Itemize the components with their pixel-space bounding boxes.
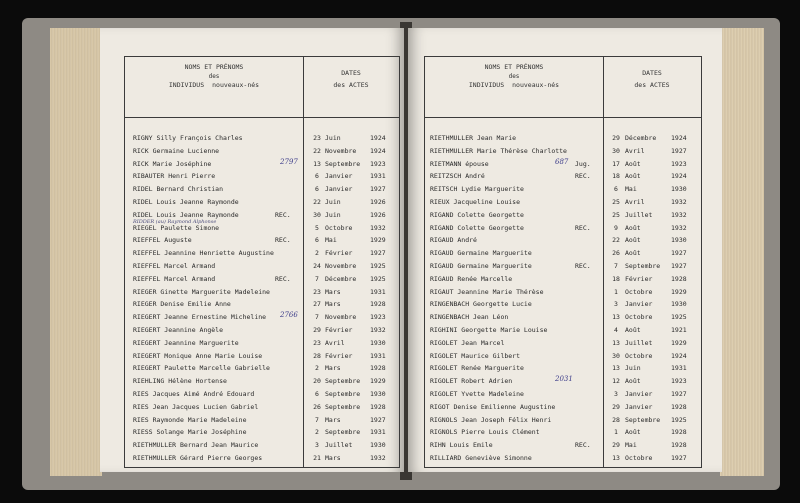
row-year: 1925 — [370, 274, 386, 283]
row-name: RIHN Louis Emile — [430, 441, 493, 450]
dates-des: des ACTES — [634, 81, 670, 89]
row-name: RICK Marie Joséphine — [133, 159, 212, 168]
left-register-table — [124, 56, 400, 468]
row-month: Juillet — [625, 210, 653, 219]
row-year: 1929 — [671, 287, 687, 296]
row-day: 29 — [612, 441, 620, 450]
row-year: 1930 — [671, 185, 687, 194]
row-month: Août — [625, 428, 641, 437]
row-name: RIGNOLS Pierre Louis Clément — [430, 428, 540, 437]
row-year: 1928 — [671, 428, 687, 437]
row-name: RIEFFEL Jeannine Henriette Augustine — [133, 249, 274, 258]
row-year: 1928 — [671, 274, 687, 283]
row-year: 1928 — [370, 364, 386, 373]
row-month: Décembre — [625, 134, 657, 142]
row-month: Août — [625, 223, 641, 232]
row-name: RIETHMULLER Marie Thérèse Charlotte — [430, 146, 567, 155]
row-month: Mai — [625, 185, 637, 194]
row-name: RIGAUD Germaine Marguerite — [430, 249, 532, 258]
row-name: RIGOLET Jean Marcel — [430, 338, 505, 347]
right-page-edges — [720, 28, 764, 476]
row-name: RIEFFEL Auguste — [133, 236, 192, 245]
row-year: 1925 — [671, 415, 687, 424]
row-day: 30 — [612, 351, 620, 360]
row-day: 22 — [612, 236, 620, 245]
row-day: 18 — [612, 172, 620, 181]
row-day: 23 — [313, 134, 321, 142]
individus-label: INDIVIDUS — [468, 81, 505, 89]
row-rec: REC. — [575, 262, 591, 270]
row-day: 2 — [315, 428, 319, 437]
handwritten-note: 687 — [555, 157, 569, 166]
nouveaux-nes-label: nouveaux-nés — [212, 81, 260, 89]
row-name: RIEGERT Jeannine Marguerite — [133, 338, 239, 347]
row-year: 1928 — [671, 402, 687, 411]
row-year: 1925 — [671, 313, 687, 322]
row-year: 1927 — [671, 390, 687, 398]
row-year: 1928 — [671, 441, 687, 450]
row-month: Mars — [325, 287, 341, 296]
row-year: 1923 — [370, 313, 386, 322]
row-name: RIDEL Louis Jeanne Raymonde — [133, 198, 239, 206]
row-year: 1931 — [370, 287, 386, 296]
row-year: 1932 — [671, 210, 687, 219]
row-month: Octobre — [625, 313, 653, 322]
row-month: Mars — [325, 454, 341, 462]
row-day: 3 — [614, 390, 618, 398]
row-day: 29 — [612, 134, 620, 142]
row-day: 22 — [313, 146, 321, 155]
individus-label: INDIVIDUS — [168, 81, 205, 89]
row-month: Août — [625, 249, 641, 258]
row-month: Juillet — [625, 338, 653, 347]
row-year: 1929 — [370, 377, 386, 386]
row-day: 22 — [313, 198, 321, 206]
row-day: 21 — [313, 454, 321, 462]
row-year: 1923 — [671, 159, 687, 168]
row-name: RIDEL Louis Jeanne Raymonde — [133, 210, 239, 219]
row-month: Août — [625, 236, 641, 245]
dates-column-header — [303, 67, 399, 91]
row-year: 1924 — [671, 134, 687, 142]
row-year: 1924 — [671, 172, 687, 181]
row-name: RIBAUTER Henri Pierre — [133, 172, 216, 181]
row-name: RINGENBACH Georgette Lucie — [430, 300, 532, 309]
row-year: 1932 — [671, 223, 687, 232]
row-year: 1924 — [370, 146, 386, 155]
row-month: Mai — [325, 236, 337, 245]
row-month: Août — [625, 172, 641, 181]
row-month: Mai — [625, 441, 637, 450]
row-month: Octobre — [625, 287, 653, 296]
left-page-edges — [50, 28, 102, 476]
row-rec: REC. — [275, 236, 291, 245]
row-name: RIESS Solange Marie Joséphine — [133, 428, 247, 437]
row-name: RIEGERT Monique Anne Marie Louise — [133, 351, 263, 360]
table-header — [125, 57, 399, 118]
row-month: Avril — [625, 198, 645, 206]
row-day: 7 — [315, 274, 319, 283]
row-name: RIETHMULLER Jean Marie — [430, 134, 517, 142]
row-name: RIETHMULLER Gérard Pierre Georges — [133, 454, 263, 462]
row-name: RIETMANN épouse — [430, 159, 489, 168]
row-month: Janvier — [625, 390, 653, 398]
row-name: RIEGERT Jeanne Ernestine Micheline — [133, 313, 267, 322]
dates-column-header — [603, 67, 701, 91]
row-year: 1932 — [671, 198, 687, 206]
row-name: RIETHMULLER Bernard Jean Maurice — [133, 441, 259, 450]
row-year: 1927 — [671, 249, 687, 258]
row-day: 13 — [612, 364, 620, 373]
row-year: 1926 — [370, 198, 386, 206]
row-year: 1932 — [370, 326, 386, 334]
row-year: 1930 — [370, 441, 386, 450]
row-name: RIGOLET Maurice Gilbert — [430, 351, 521, 360]
row-month: Avril — [625, 146, 645, 155]
row-month: Octobre — [625, 351, 653, 360]
row-month: Décembre — [325, 274, 357, 283]
row-day: 27 — [313, 300, 321, 309]
row-year: 1929 — [671, 338, 687, 347]
row-year: 1930 — [370, 390, 386, 398]
row-day: 26 — [313, 402, 321, 411]
row-year: 1921 — [671, 326, 687, 334]
row-day: 7 — [315, 313, 319, 322]
row-day: 30 — [313, 210, 321, 219]
row-day: 13 — [612, 338, 620, 347]
row-day: 28 — [313, 351, 321, 360]
row-year: 1924 — [671, 351, 687, 360]
row-name: RIES Jean Jacques Lucien Gabriel — [133, 402, 259, 411]
row-day: 23 — [313, 287, 321, 296]
row-month: Novembre — [325, 313, 357, 322]
row-day: 29 — [313, 326, 321, 334]
row-name: REITZSCH André — [430, 172, 485, 181]
row-year: 1927 — [370, 185, 386, 194]
row-year: 1932 — [370, 223, 386, 232]
row-month: Février — [325, 326, 353, 334]
row-name: RIEFFEL Marcel Armand — [133, 262, 216, 270]
row-month: Janvier — [625, 402, 653, 411]
left-page — [100, 28, 404, 472]
row-month: Février — [325, 249, 353, 258]
row-year: 1930 — [370, 338, 386, 347]
names-column-header — [425, 63, 603, 90]
row-month: Janvier — [625, 300, 653, 309]
handwritten-note: 2031 — [555, 375, 573, 384]
dates-title: DATES — [642, 69, 662, 77]
row-day: 4 — [614, 326, 618, 334]
row-month: Janvier — [325, 185, 353, 194]
row-month: Janvier — [325, 172, 353, 181]
row-year: 1931 — [370, 428, 386, 437]
row-name: RIGOLET Robert Adrien — [430, 377, 513, 386]
row-month: Septembre — [325, 377, 361, 386]
row-day: 9 — [614, 223, 618, 232]
row-name: RIGHINI Georgette Marie Louise — [430, 326, 548, 334]
row-day: 7 — [614, 262, 618, 270]
row-month: Juillet — [325, 441, 353, 450]
right-register-table — [424, 56, 702, 468]
row-day: 6 — [315, 390, 319, 398]
row-month: Juin — [325, 210, 341, 219]
row-name: RIGNOLS Jean Joseph Félix Henri — [430, 415, 552, 424]
row-name: RIGAUD Germaine Marguerite — [430, 262, 532, 270]
row-month: Septembre — [325, 390, 361, 398]
row-day: 13 — [612, 454, 620, 462]
row-year: 1927 — [370, 249, 386, 258]
row-day: 7 — [315, 415, 319, 424]
row-month: Février — [625, 274, 653, 283]
row-month: Novembre — [325, 146, 357, 155]
register-row — [425, 452, 701, 467]
row-year: 1927 — [671, 146, 687, 155]
row-name: RIGNY Silly François Charles — [133, 134, 243, 142]
row-month: Septembre — [625, 415, 661, 424]
row-month: Août — [625, 159, 641, 168]
row-day: 25 — [612, 210, 620, 219]
row-month: Septembre — [625, 262, 661, 270]
row-month: Juin — [325, 134, 341, 142]
register-row — [125, 452, 399, 467]
row-month: Mars — [325, 415, 341, 424]
row-month: Septembre — [325, 428, 361, 437]
handwritten-annotation: RIDDER (au) Raymond Alphonse — [133, 218, 217, 225]
row-name: RIGOLET Yvette Madeleine — [430, 390, 524, 398]
row-name: REITSCH Lydie Marguerite — [430, 185, 524, 194]
row-name: RIEHLING Hélène Hortense — [133, 377, 227, 386]
row-year: 1923 — [671, 377, 687, 386]
row-name: RICK Germaine Lucienne — [133, 146, 220, 155]
names-des: des — [208, 73, 220, 80]
row-day: 6 — [315, 185, 319, 194]
row-day: 2 — [315, 364, 319, 373]
handwritten-note: 2766 — [280, 311, 298, 320]
row-year: 1932 — [370, 454, 386, 462]
table-header — [425, 57, 701, 118]
row-year: 1931 — [370, 172, 386, 181]
row-day: 6 — [315, 172, 319, 181]
row-day: 20 — [313, 377, 321, 386]
row-name: RIGAND Colette Georgette — [430, 210, 524, 219]
row-day: 28 — [612, 415, 620, 424]
row-day: 12 — [612, 377, 620, 386]
row-day: 3 — [315, 441, 319, 450]
row-month: Juin — [625, 364, 641, 373]
row-name: RIEUX Jacqueline Louise — [430, 198, 521, 206]
row-month: Octobre — [625, 454, 653, 462]
row-name: RIGAUD Renée Marcelle — [430, 274, 513, 283]
row-name: RIES Jacques Aimé André Edouard — [133, 390, 255, 398]
names-column-header — [125, 63, 303, 90]
row-month: Mars — [325, 300, 341, 309]
row-rec: Jug. — [575, 159, 591, 168]
row-rec: REC. — [275, 210, 291, 219]
row-day: 1 — [614, 287, 618, 296]
row-name: RIEFFEL Marcel Armand — [133, 274, 216, 283]
row-day: 6 — [315, 236, 319, 245]
row-name: RIES Raymonde Marie Madeleine — [133, 415, 247, 424]
names-title: NOMS ET PRÉNOMS — [184, 63, 244, 71]
row-name: RIGAND Colette Georgette — [430, 223, 524, 232]
row-year: 1931 — [671, 364, 687, 373]
row-day: 29 — [612, 402, 620, 411]
row-day: 23 — [313, 338, 321, 347]
row-name: RIEGER Denise Emilie Anne — [133, 300, 231, 309]
row-year: 1931 — [370, 351, 386, 360]
row-rec: REC. — [575, 441, 591, 450]
row-month: Août — [625, 326, 641, 334]
row-name: RIGAUD André — [430, 236, 477, 245]
row-day: 24 — [313, 262, 321, 270]
names-des: des — [508, 73, 520, 80]
row-day: 25 — [612, 198, 620, 206]
row-year: 1923 — [370, 159, 386, 168]
row-year: 1927 — [370, 415, 386, 424]
row-year: 1930 — [671, 300, 687, 309]
row-month: Avril — [325, 338, 345, 347]
row-day: 1 — [614, 428, 618, 437]
row-month: Juin — [325, 198, 341, 206]
row-year: 1930 — [671, 236, 687, 245]
row-name: RIGOLET Renée Marguerite — [430, 364, 524, 373]
row-name: RIEGERT Paulette Marcelle Gabrielle — [133, 364, 270, 373]
row-year: 1929 — [370, 236, 386, 245]
row-name: RIEGERT Jeannine Angèle — [133, 326, 224, 334]
handwritten-note: 2797 — [280, 157, 298, 166]
row-day: 26 — [612, 249, 620, 258]
row-day: 5 — [315, 223, 319, 232]
row-month: Octobre — [325, 223, 353, 232]
row-day: 2 — [315, 249, 319, 258]
row-day: 13 — [313, 159, 321, 168]
row-name: RIDEL Bernard Christian — [133, 185, 224, 194]
nouveaux-nes-label: nouveaux-nés — [512, 81, 560, 89]
dates-title: DATES — [341, 69, 361, 77]
row-name: RIEGER Ginette Marguerite Madeleine — [133, 287, 270, 296]
row-month: Septembre — [325, 402, 361, 411]
right-page — [408, 28, 722, 472]
row-rec: REC. — [275, 274, 291, 283]
row-day: 30 — [612, 146, 620, 155]
row-year: 1926 — [370, 210, 386, 219]
row-year: 1928 — [370, 300, 386, 309]
row-name: RIGOT Denise Emilienne Augustine — [430, 402, 556, 411]
row-name: RIEGEL Paulette Simone — [133, 223, 220, 232]
row-name: RILLIARD Geneviève Simonne — [430, 454, 532, 462]
row-year: 1927 — [671, 454, 687, 462]
row-name: RINGENBACH Jean Léon — [430, 313, 509, 322]
names-title: NOMS ET PRÉNOMS — [484, 63, 544, 71]
row-rec: REC. — [575, 223, 591, 232]
row-name: RIGAUT Jeannine Marie Thérèse — [430, 287, 544, 296]
row-day: 6 — [614, 185, 618, 194]
row-year: 1925 — [370, 262, 386, 270]
row-month: Mars — [325, 364, 341, 373]
row-day: 17 — [612, 159, 620, 168]
row-day: 13 — [612, 313, 620, 322]
dates-des: des ACTES — [333, 81, 369, 89]
row-month: Février — [325, 351, 353, 360]
row-day: 18 — [612, 274, 620, 283]
row-month: Novembre — [325, 262, 357, 270]
row-rec: REC. — [575, 172, 591, 181]
row-year: 1927 — [671, 262, 687, 270]
row-day: 3 — [614, 300, 618, 309]
row-year: 1924 — [370, 134, 386, 142]
row-month: Septembre — [325, 159, 361, 168]
row-month: Août — [625, 377, 641, 386]
row-year: 1928 — [370, 402, 386, 411]
